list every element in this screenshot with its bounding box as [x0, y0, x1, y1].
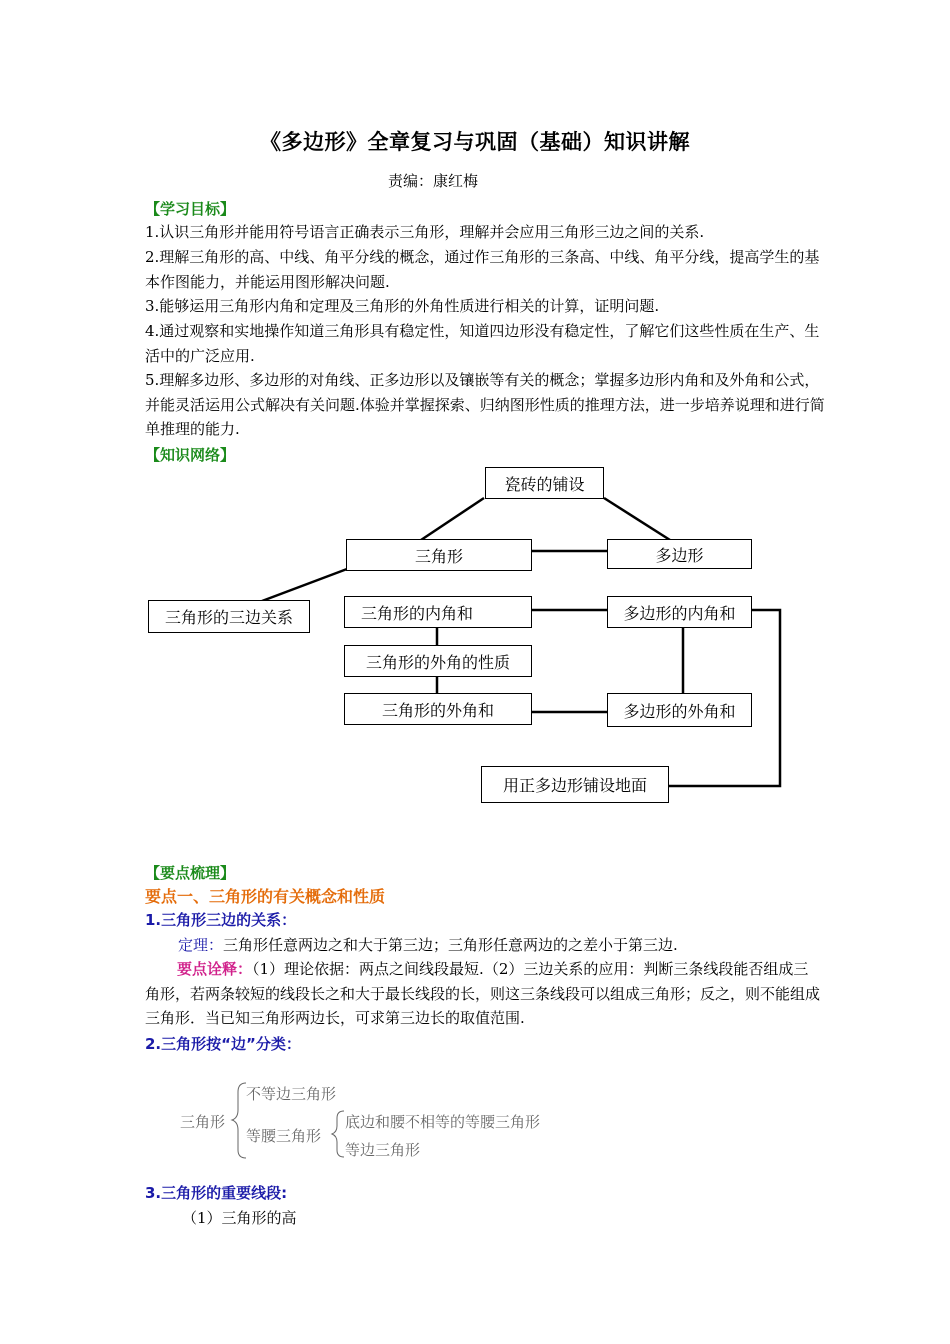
node-triangle: 三角形: [346, 539, 532, 571]
node-tile-laying: 瓷砖的铺设: [485, 467, 604, 499]
node-triangle-interior: 三角形的内角和: [344, 596, 532, 628]
node-triangle-exterior-property: 三角形的外角的性质: [344, 645, 532, 677]
class-isosceles-non-equilateral: 底边和腰不相等的等腰三角形: [345, 1113, 541, 1131]
objective-5: 5.理解多边形、多边形的对角线、正多边形以及镶嵌等有关的概念；掌握多边形内角和及外角和公式，并能灵活运用公式解决有关问题.体验并掌握探索、归纳图形性质的推理方法，进一步培养说理和进行简单推理的能力.: [145, 371, 825, 438]
class-equilateral: 等边三角形: [345, 1141, 421, 1159]
class-scalene: 不等边三角形: [246, 1085, 337, 1103]
note-text: （1）理论依据：两点之间线段最短.（2）三边关系的应用：判断三条线段能否组成三角形，若两条较短的线段长之和大于最长线段的长，则这三条线段可以组成三角形；反之，则不能组成三角形．当已知三角形两边长，可求第三边长的取值范围.: [145, 960, 821, 1027]
editor-credit: 责编：康红梅: [388, 172, 479, 190]
class-isosceles: 等腰三角形: [246, 1127, 322, 1145]
point-3-item-1: （1）三角形的高: [182, 1209, 297, 1227]
node-polygon: 多边形: [607, 539, 752, 569]
section-1-title: 要点一、三角形的有关概念和性质: [145, 887, 386, 906]
theorem-text: 三角形任意两边之和大于第三边；三角形任意两边的之差小于第三边.: [223, 936, 678, 954]
node-triangle-exterior-sum: 三角形的外角和: [344, 693, 532, 725]
objective-2: 2.理解三角形的高、中线、角平分线的概念，通过作三角形的三条高、中线、角平分线，提高学生的基本作图能力，并能运用图形解决问题.: [145, 248, 820, 291]
objectives-heading: 【学习目标】: [145, 200, 236, 218]
point-1-title: 1.三角形三边的关系：: [145, 911, 297, 929]
objective-1: 1.认识三角形并能用符号语言正确表示三角形，理解并会应用三角形三边之间的关系.: [145, 223, 705, 241]
theorem-label: 定理：: [178, 936, 224, 954]
node-regular-polygon-tiling: 用正多边形铺设地面: [481, 766, 669, 803]
keypoints-heading: 【要点梳理】: [145, 864, 236, 882]
node-triangle-sides: 三角形的三边关系: [148, 600, 310, 633]
point-3-title: 3.三角形的重要线段:: [145, 1184, 288, 1202]
point-2-title: 2.三角形按“边”分类：: [145, 1035, 301, 1053]
class-root: 三角形: [180, 1113, 226, 1131]
page-title: 《多边形》全章复习与巩固（基础）知识讲解: [260, 130, 690, 154]
note-label: 要点诠释：: [177, 960, 253, 978]
objective-3: 3.能够运用三角形内角和定理及三角形的外角性质进行相关的计算，证明问题.: [145, 297, 660, 315]
node-polygon-interior: 多边形的内角和: [607, 596, 752, 628]
node-polygon-exterior-sum: 多边形的外角和: [607, 693, 752, 727]
objective-4: 4.通过观察和实地操作知道三角形具有稳定性，知道四边形没有稳定性，了解它们这些性质在生产、生活中的广泛应用.: [145, 322, 820, 365]
network-heading: 【知识网络】: [145, 446, 236, 464]
